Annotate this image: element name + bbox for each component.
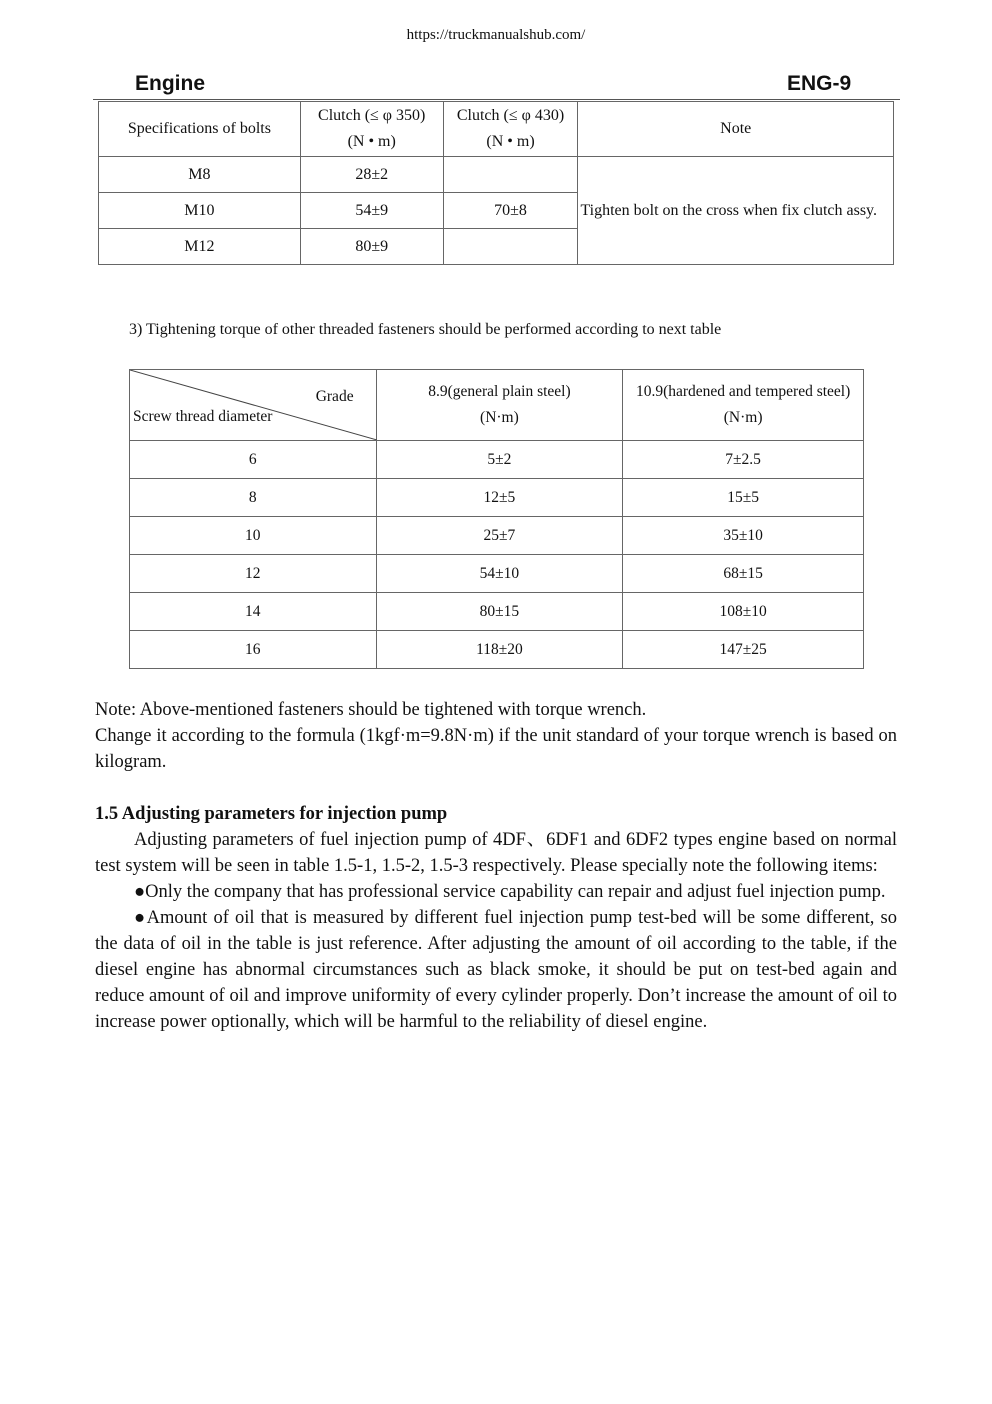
bullet-paragraph: ●Only the company that has professional service capability can repair and adjust fuel injection pump. — [134, 882, 886, 902]
table-cell: 15±5 — [623, 479, 864, 517]
table-cell: 108±10 — [623, 593, 864, 631]
table-cell: 68±15 — [623, 555, 864, 593]
table-cell: 80±15 — [376, 593, 623, 631]
table-cell: 28±2 — [300, 157, 443, 193]
table-cell: 12 — [130, 555, 377, 593]
paragraph-3: 3) Tightening torque of other threaded fasteners should be performed according to next table — [129, 321, 722, 338]
header-cell: 10.9(hardened and tempered steel) (N·m) — [623, 370, 864, 441]
page-number: ENG-9 — [787, 72, 852, 95]
header-rule — [93, 99, 900, 100]
notes-block — [95, 697, 897, 775]
table-cell: M10 — [99, 193, 301, 229]
diameter-label: Screw thread diameter — [133, 408, 273, 425]
table-cell: 7±2.5 — [623, 441, 864, 479]
bullet-paragraph: ●Amount of oil that is measured by different fuel injection pump test-bed will be some different, so the data of oil in the table is just reference. After adjusting the amount of oil according to the table, if the diesel engine has abnormal circumstances such as black smoke, it should be put on test-bed again and reduce amount of oil and improve uniformity of every cylinder properly. Don’t increase the amount of oil to increase power optionally, which will be harmful to the reliability of diesel engine. — [95, 908, 897, 1032]
table-cell: 54±9 — [300, 193, 443, 229]
table-row — [130, 631, 864, 669]
table-cell: 10 — [130, 517, 377, 555]
table-cell: 6 — [130, 441, 377, 479]
table-header-row — [130, 370, 864, 441]
table-cell: 16 — [130, 631, 377, 669]
header-cell: Specifications of bolts — [99, 102, 301, 157]
table-cell: M12 — [99, 229, 301, 265]
table-header-row — [99, 102, 894, 157]
table-cell — [443, 157, 578, 193]
table-row — [99, 157, 894, 193]
clutch-bolt-torque-table — [98, 101, 894, 265]
table-cell: 54±10 — [376, 555, 623, 593]
diagonal-header-cell — [130, 370, 377, 441]
header-cell: 8.9(general plain steel) (N·m) — [376, 370, 623, 441]
table-row — [130, 441, 864, 479]
table-cell: 70±8 — [443, 193, 578, 229]
table-cell: 5±2 — [376, 441, 623, 479]
table-cell: 8 — [130, 479, 377, 517]
header-cell: Clutch (≤ φ 430) (N • m) — [443, 102, 578, 157]
table-cell: 80±9 — [300, 229, 443, 265]
table-cell: 35±10 — [623, 517, 864, 555]
table-cell: M8 — [99, 157, 301, 193]
table-cell: 12±5 — [376, 479, 623, 517]
table-row — [130, 555, 864, 593]
table-row — [130, 517, 864, 555]
table-cell: 25±7 — [376, 517, 623, 555]
body-paragraph: Adjusting parameters of fuel injection pump of 4DF、6DF1 and 6DF2 types engine based on normal test system will be seen in table 1.5-1, 1.5-2, 1.5-3 respectively. Please specially note the following items: — [95, 830, 897, 876]
table-row — [130, 593, 864, 631]
table-row — [130, 479, 864, 517]
note-paragraph: Change it according to the formula (1kgf·m=9.8N·m) if the unit standard of your torque wrench is based on kilogram. — [95, 726, 897, 772]
table-cell: 147±25 — [623, 631, 864, 669]
grade-label: Grade — [315, 388, 354, 405]
table-cell: 14 — [130, 593, 377, 631]
section-block — [95, 801, 897, 1035]
section-heading: 1.5 Adjusting parameters for injection pump — [95, 804, 448, 824]
table-cell — [443, 229, 578, 265]
header-cell: Clutch (≤ φ 350) (N • m) — [300, 102, 443, 157]
header-cell: Note — [578, 102, 894, 157]
note-cell: Tighten bolt on the cross when fix clutch assy. — [578, 157, 894, 265]
fastener-torque-table — [129, 369, 864, 669]
section-title: Engine — [135, 72, 206, 95]
table-cell: 118±20 — [376, 631, 623, 669]
note-paragraph: Note: Above-mentioned fasteners should be tightened with torque wrench. — [95, 700, 647, 720]
source-url: https://truckmanualshub.com/ — [406, 27, 586, 43]
